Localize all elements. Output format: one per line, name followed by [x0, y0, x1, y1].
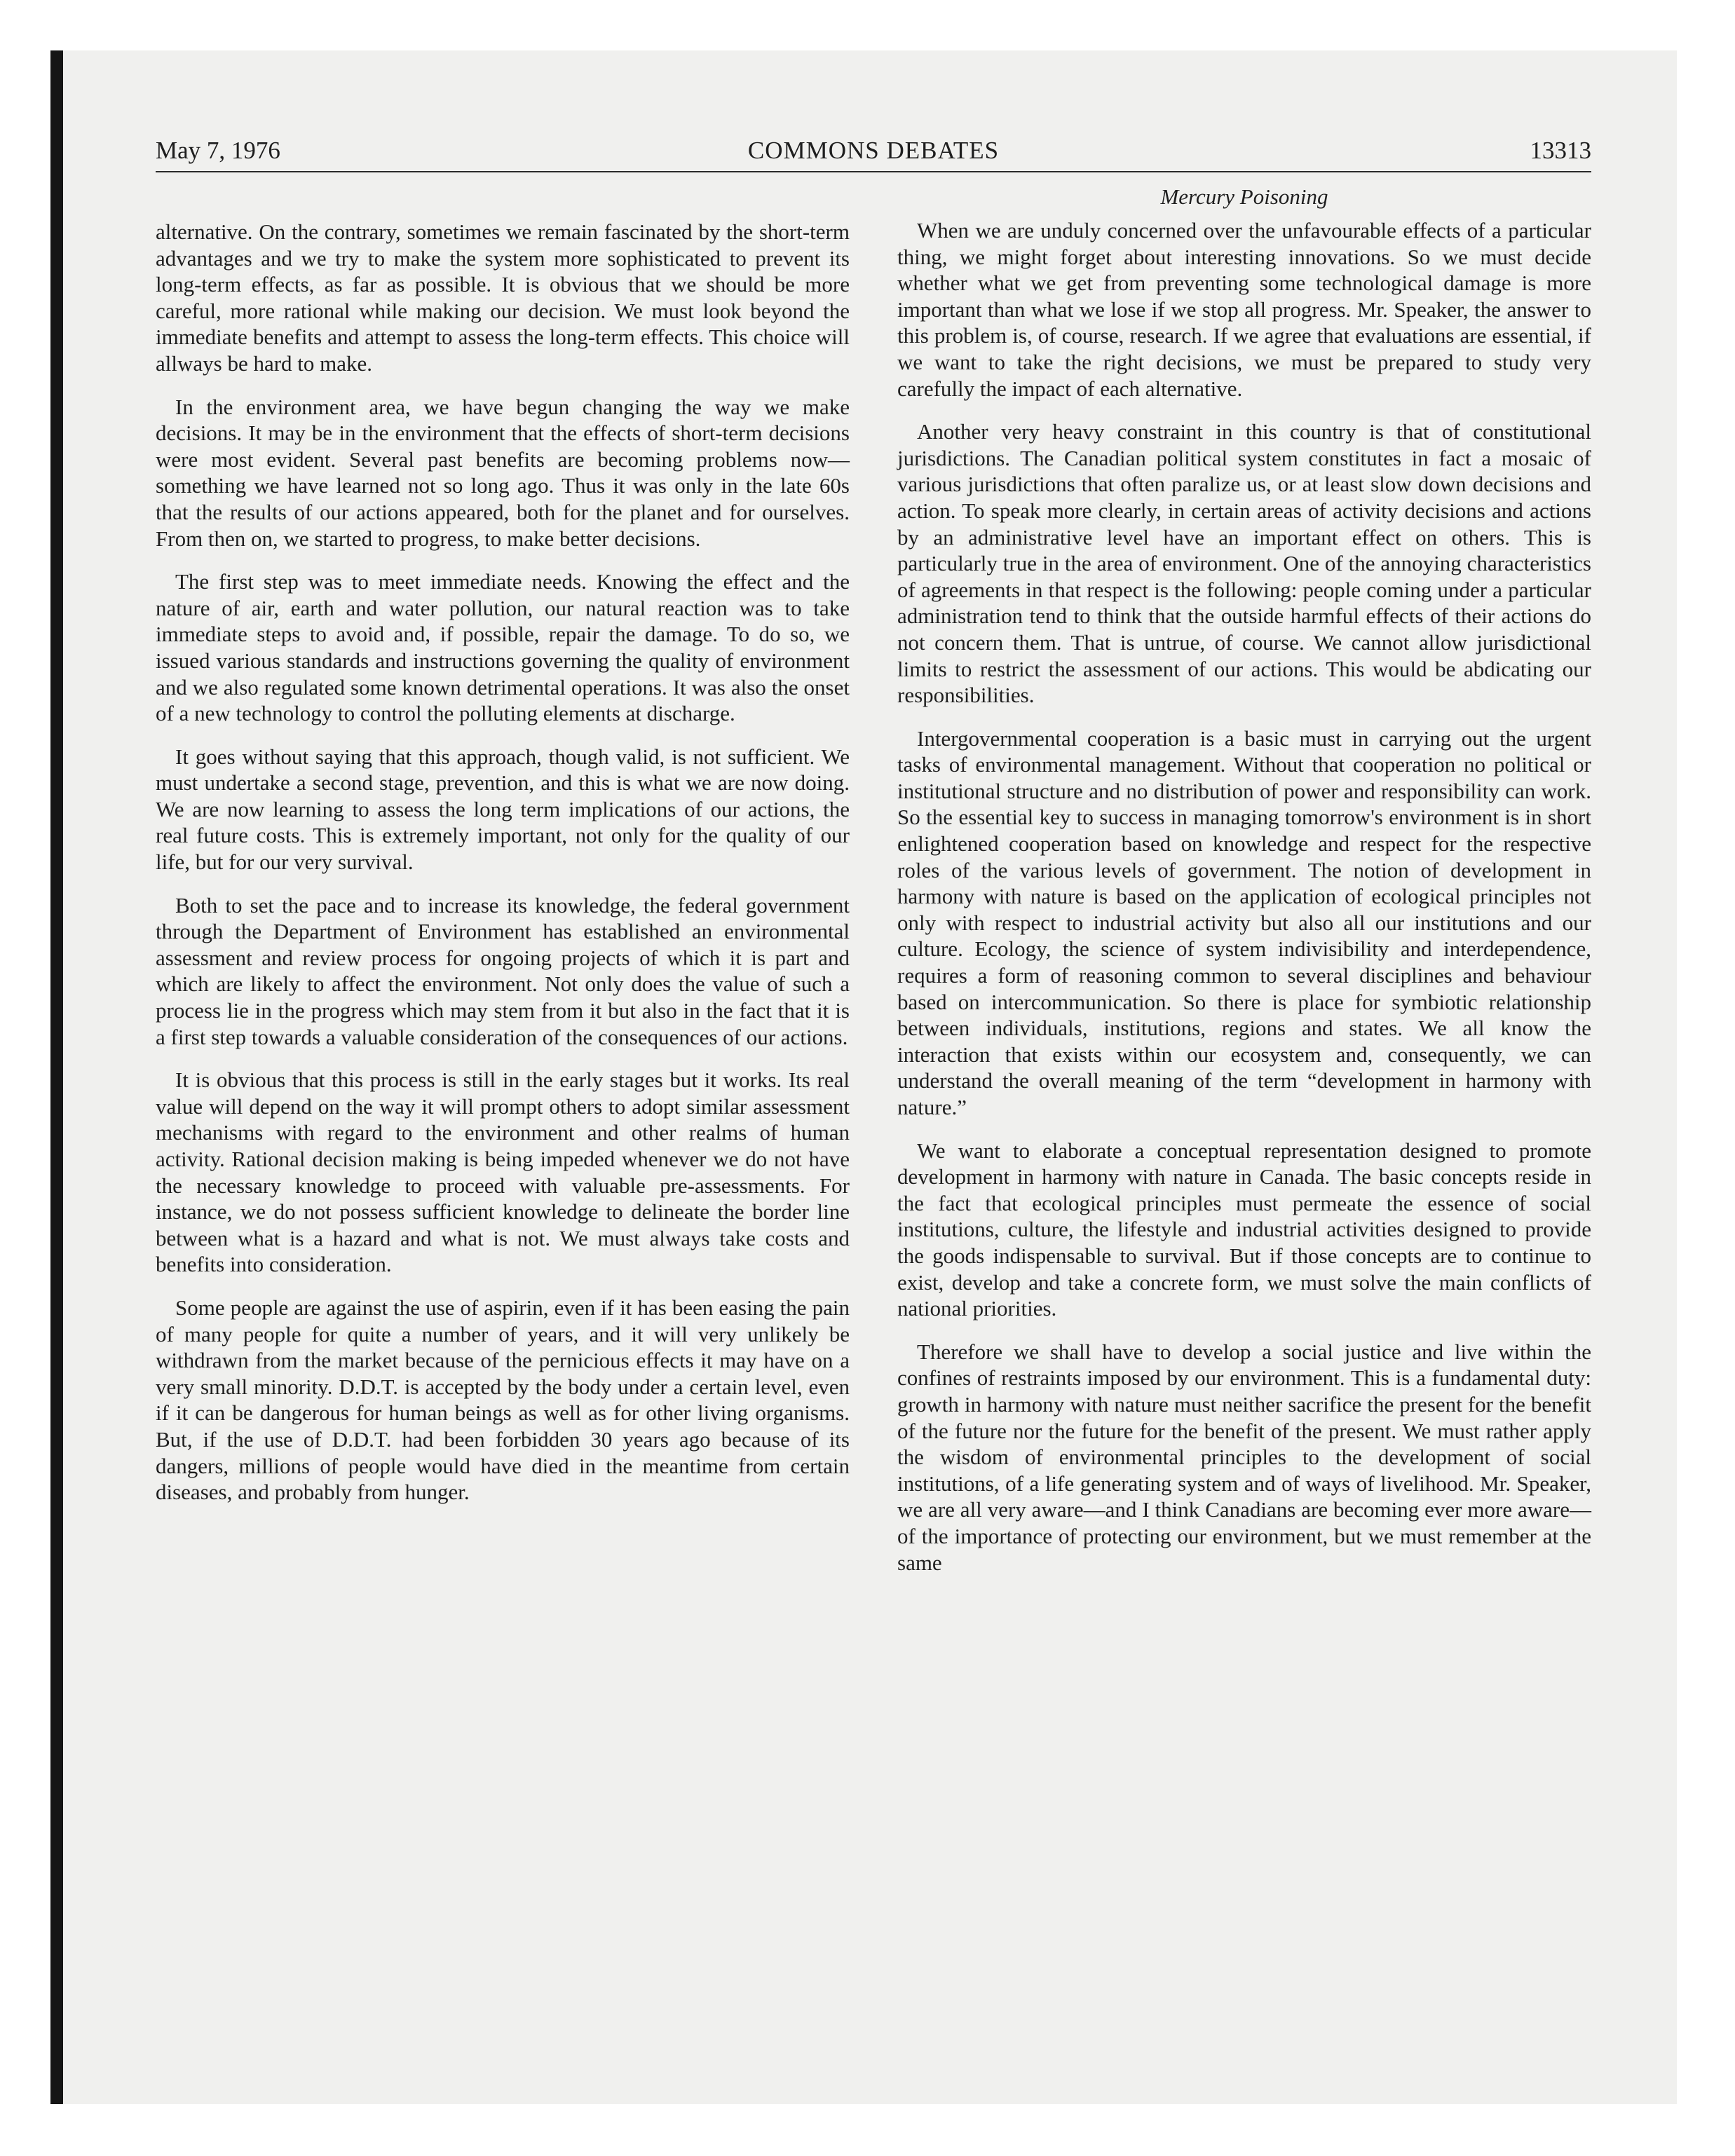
left-paragraph-2: In the environment area, we have begun changing the way we make decisions. It may be in the environment that the effects of short-term decisions were most evident. Several past benefits are becoming problems now—something we have learned not so long ago. Thus it was only in the late 60s that the results of our actions appeared, both for the planet and for ourselves. From then on, we started to progress, to make better decisions. [156, 394, 850, 551]
running-header [156, 133, 1591, 172]
right-paragraph-3: Intergovernmental cooperation is a basic must in carrying out the urgent tasks of environmental management. Without that cooperation no political or institutional structure and no distribution of power and responsibility can work. So the essential key to success in managing tomorrow's environment is in short enlightened cooperation based on knowledge and respect for the respective roles of the various levels of government. The notion of development in harmony with nature is based on the application of ecological principles not only with respect to industrial activity but also all our institutions and our culture. Ecology, the science of system indivisibility and interdependence, requires a form of reasoning common to several disciplines and behaviour based on intercommunication. So there is place for symbiotic relationship between individuals, institutions, regions and states. We all know the interaction that exists within our ecosystem and, consequently, we can understand the overall meaning of the term “development in harmony with nature.” [897, 725, 1591, 1119]
header-date: May 7, 1976 [156, 137, 280, 164]
right-paragraph-5: Therefore we shall have to develop a social justice and live within the confines of restraints imposed by our environment. This is a fundamental duty: growth in harmony with nature must neither sacrifice the present for the benefit of the future nor the future for the benefit of the present. We must rather apply the wisdom of environmental principles to the development of social institutions, of a life generating system and of ways of livelihood. Mr. Speaker, we are all very aware—and I think Canadians are becoming ever more aware—of the importance of protecting our environment, but we must remember at the same [897, 1339, 1591, 1575]
left-paragraph-5: Both to set the pace and to increase its knowledge, the federal government through the Department of Environment has established an environmental assessment and review process for ongoing projects of which it is part and which are likely to affect the environment. Not only does the value of such a process lie in the progress which may stem from it but also in the fact that it is a first step towards a valuable consideration of the consequences of our actions. [156, 892, 850, 1049]
right-paragraph-4: We want to elaborate a conceptual representation designed to promote development in harmony with nature in Canada. The basic concepts reside in the fact that ecological principles must permeate the essence of social institutions, culture, the lifestyle and industrial activities designed to provide the goods indispensable to survival. But if those concepts are to continue to exist, develop and take a concrete form, we must solve the main conflicts of national priorities. [897, 1138, 1591, 1321]
left-paragraph-4: It goes without saying that this approach, though valid, is not sufficient. We must undertake a second stage, prevention, and this is what we are now doing. We are now learning to assess the long term implications of our actions, the real future costs. This is extremely important, not only for the quality of our life, but for our very survival. [156, 744, 850, 875]
right-paragraph-1: When we are unduly concerned over the unfavourable effects of a particular thing, we might forget about interesting innovations. So we must decide whether what we get from preventing some technological damage is more important than what we lose if we stop all progress. Mr. Speaker, the answer to this problem is, of course, research. If we agree that evaluations are essential, if we want to take the right decisions, we must be prepared to study very carefully the impact of each alternative. [897, 218, 1591, 401]
header-page-number: 13313 [1530, 137, 1591, 164]
section-heading: Mercury Poisoning [1160, 184, 1328, 209]
scan-binding-edge [50, 50, 63, 2104]
document-page [156, 133, 1591, 1575]
right-paragraph-2: Another very heavy constraint in this country is that of constitutional jurisdictions. The Canadian political system constitutes in fact a mosaic of various jurisdictions that often paralize us, or at least slow down decisions and action. To speak more clearly, in certain areas of activity decisions and actions by an administrative level have an important effect on others. This is particularly true in the area of environment. One of the annoying characteristics of agreements in that respect is the following: people coming under a particular administration tend to think that the outside harmful effects of their actions do not concern them. That is untrue, of course. We cannot allow jurisdictional limits to restrict the assessment of our actions. This would be abdicating our responsibilities. [897, 419, 1591, 708]
left-paragraph-3: The first step was to meet immediate needs. Knowing the effect and the nature of air, earth and water pollution, our natural reaction was to take immediate steps to avoid and, if possible, repair the damage. To do so, we issued various standards and instructions governing the quality of environment and we also regulated some known detrimental operations. It was also the onset of a new technology to control the polluting elements at discharge. [156, 569, 850, 726]
right-column [897, 184, 1591, 1592]
left-paragraph-7: Some people are against the use of aspirin, even if it has been easing the pain of many people for quite a number of years, and it will very unlikely be withdrawn from the market because of the pernicious effects it may have on a very small minority. D.D.T. is accepted by the body under a certain level, even if it can be dangerous for human beings as well as for other living organisms. But, if the use of D.D.T. had been forbidden 30 years ago because of its dangers, millions of people would have died in the meantime from certain diseases, and probably from hunger. [156, 1295, 850, 1505]
left-column [156, 219, 850, 1522]
left-paragraph-1: alternative. On the contrary, sometimes we remain fascinated by the short-term advantages and we try to make the system more sophisticated to prevent its long-term effects, as far as possible. It is obvious that we should be more careful, more rational while making our decision. We must look beyond the immediate benefits and attempt to assess the long-term effects. This choice will allways be hard to make. [156, 219, 850, 376]
header-publication-title: COMMONS DEBATES [747, 137, 1000, 164]
left-paragraph-6: It is obvious that this process is still in the early stages but it works. Its real value will depend on the way it will prompt others to adopt similar assessment mechanisms with regard to the environment and other realms of human activity. Rational decision making is being impeded whenever we do not have the necessary knowledge to proceed with valuable pre-assessments. For instance, we do not possess sufficient knowledge to delineate the border line between what is a hazard and what is not. We must always take costs and benefits into consideration. [156, 1067, 850, 1277]
